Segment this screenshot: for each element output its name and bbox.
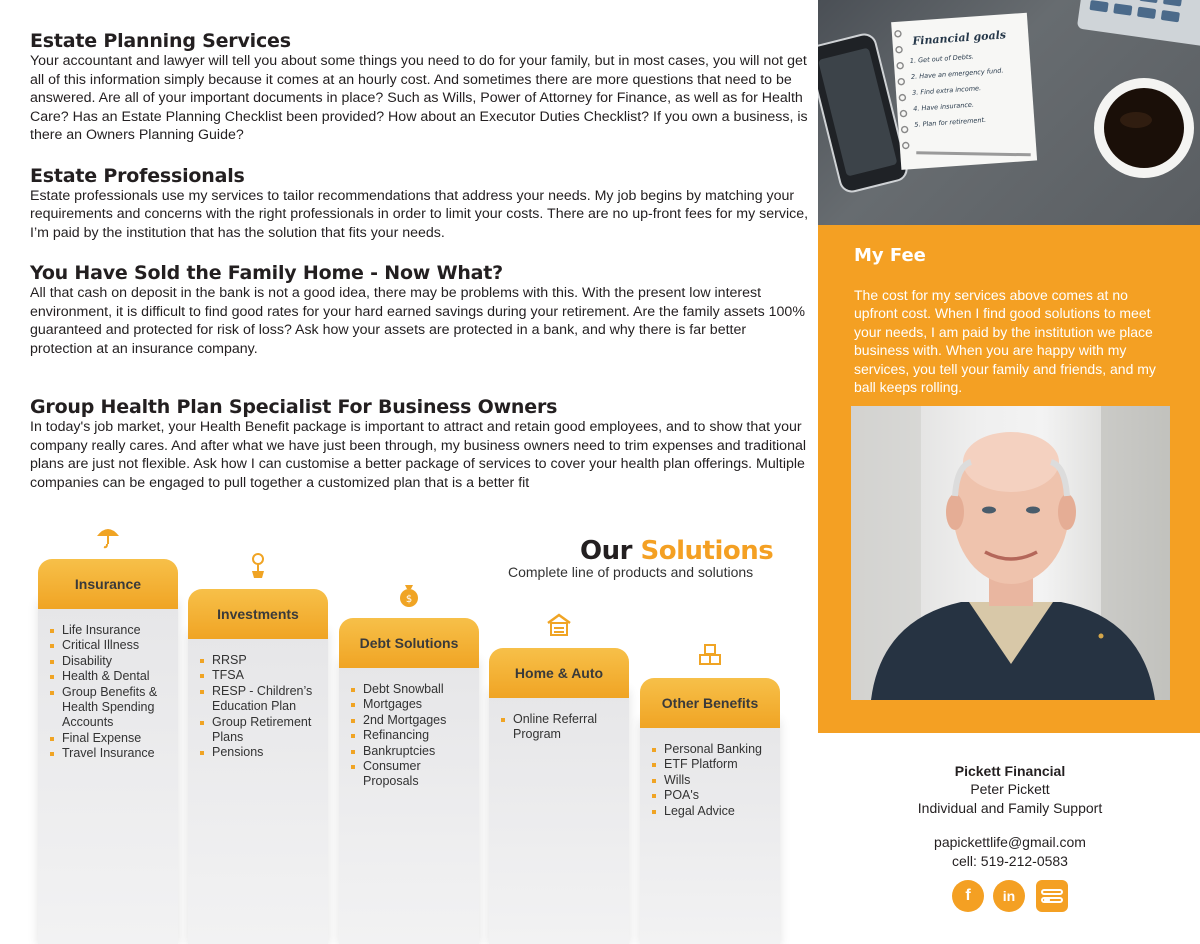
card-header: Home & Auto: [489, 648, 629, 698]
card-header: Investments: [188, 589, 328, 639]
list-item: Mortgages: [351, 697, 475, 712]
notepad-item: 2. Have an emergency fund.: [910, 66, 1004, 81]
section-title: Estate Professionals: [30, 164, 245, 187]
facebook-icon[interactable]: f: [952, 880, 984, 912]
section-body: All that cash on deposit in the bank is not a good idea, there may be problems with this. With the present low interest environment, it is difficult to find good rates for your hard earned savings during your retirement. Are the family assets 100% guaranteed and protected for risk of loss? Ask how your assets are protected in a bank, and why there is far better protection at an insurance company.: [30, 285, 805, 357]
list-item: POA's: [652, 788, 776, 803]
solution-card-debt: [339, 594, 479, 944]
portrait-illustration: [851, 406, 1170, 700]
fee-text: The cost for my services above comes at no upfront cost. When I find good solutions to meet your needs, I am paid by the institution we place business with. When you are happy with my services, you tell your family and friends, and my ball keeps rolling.: [854, 287, 1156, 396]
section-title: Estate Planning Services: [30, 30, 291, 52]
desk-illustration: [818, 0, 1200, 225]
notepad-title: Financial goals: [912, 28, 1007, 48]
contact-email[interactable]: papickettlife@gmail.com: [934, 834, 1086, 851]
share-link-icon[interactable]: [1036, 880, 1068, 912]
list-item: Legal Advice: [652, 804, 776, 819]
umbrella-icon: [93, 521, 123, 551]
solutions-title-our: Our: [580, 536, 632, 566]
section-title: Group Health Plan Specialist For Business Owners: [30, 396, 558, 418]
list-item: Critical Illness: [50, 638, 174, 653]
section-group-health: [30, 396, 810, 492]
solutions-title: [580, 536, 773, 566]
contact-spacer: [820, 817, 1200, 833]
list-item: Health & Dental: [50, 669, 174, 684]
boxes-icon: [695, 640, 725, 670]
our-solutions: [0, 520, 810, 944]
list-item: ETF Platform: [652, 757, 776, 772]
list-item: Refinancing: [351, 728, 475, 743]
card-header: Debt Solutions: [339, 618, 479, 668]
solutions-title-accent: Solutions: [640, 536, 774, 566]
card-list: [351, 682, 475, 790]
section-body: Your accountant and lawyer will tell you about some things you need to do for your family, but in most cases, you will not get all of this information simply because it comes at an hourly cost. And sometimes there are more questions that need to be answered. Are all of your important documents in place? Such as Wills, Power of Attorney for Finance, as well as for Health Care? Has an Estate Planning Checklist been provided? How about an Executor Duties Checklist? If you own a business, is there an Owners Planning Guide?: [30, 53, 808, 143]
section-title: You Have Sold the Family Home - Now What?: [30, 262, 503, 284]
card-list: [501, 712, 625, 743]
svg-text:$: $: [405, 594, 413, 605]
advisor-name: Peter Pickett: [970, 781, 1050, 798]
solution-card-other-benefits: [640, 678, 780, 944]
list-item: Consumer Proposals: [351, 759, 475, 790]
linkedin-icon[interactable]: in: [993, 880, 1025, 912]
list-item: RESP - Children’s Education Plan: [200, 684, 324, 715]
contact-phone: cell: 519-212-0583: [952, 852, 1068, 869]
list-item: Group Benefits & Health Spending Accounts: [50, 685, 174, 731]
card-header: Insurance: [38, 559, 178, 609]
notepad-item: 3. Find extra income.: [911, 84, 982, 97]
section-estate-professionals: [30, 165, 810, 243]
list-item: Life Insurance: [50, 623, 174, 638]
notepad-item: 1. Get out of Debts.: [909, 52, 975, 65]
left-text-column: [30, 30, 810, 512]
garage-icon: [544, 610, 574, 640]
list-item: 2nd Mortgages: [351, 713, 475, 728]
solution-card-investments: [188, 589, 328, 944]
list-item: Bankruptcies: [351, 744, 475, 759]
solution-card-insurance: [38, 559, 178, 944]
section-sold-family-home: [30, 262, 810, 358]
card-header: Other Benefits: [640, 678, 780, 728]
notepad-item: 4. Have insurance.: [912, 100, 975, 113]
card-list: [200, 653, 324, 761]
list-item: Personal Banking: [652, 742, 776, 757]
list-item: Travel Insurance: [50, 746, 174, 761]
list-item: Online Referral Program: [501, 712, 625, 743]
solutions-subtitle: Complete line of products and solutions: [508, 564, 754, 580]
solution-card-home-auto: [489, 648, 629, 944]
desk-photo: [818, 0, 1200, 225]
firm-name: Pickett Financial: [954, 763, 1066, 779]
fee-title: My Fee: [854, 245, 926, 266]
card-list: [652, 742, 776, 819]
section-body: Estate professionals use my services to tailor recommendations that address your needs. My job begins by matching your requirements and concerns with the right professionals in order to limit your costs. There are no up-front fees for my service, I’m paid by the institution that has the solution that fits your needs.: [30, 187, 809, 241]
money-plant-icon: [243, 551, 273, 581]
advisor-role: Individual and Family Support: [917, 799, 1103, 816]
section-estate-planning: [30, 30, 810, 145]
list-item: Pensions: [200, 745, 324, 760]
list-item: TFSA: [200, 668, 324, 683]
money-bag-icon: [394, 580, 424, 610]
list-item: Debt Snowball: [351, 682, 475, 697]
advisor-portrait: [851, 406, 1170, 700]
list-item: Group Retirement Plans: [200, 715, 324, 746]
list-item: Disability: [50, 654, 174, 669]
list-item: Final Expense: [50, 731, 174, 746]
notepad-item: 5. Plan for retirement.: [914, 115, 987, 129]
list-item: Wills: [652, 773, 776, 788]
list-item: RRSP: [200, 653, 324, 668]
fee-panel: [818, 225, 1200, 733]
section-body: In today's job market, your Health Benefit package is important to attract and retain good employees, and to show that your company really cares. And after what we have just been through, my business owners need to trim expenses and traditional plans are just not flexible. Ask how I can customise a better package of services to cover your health plan offerings. Multiple companies can be engaged to pull together a customized plan that is a better fit: [30, 419, 807, 491]
contact-block: [820, 762, 1200, 870]
card-list: [50, 623, 174, 762]
